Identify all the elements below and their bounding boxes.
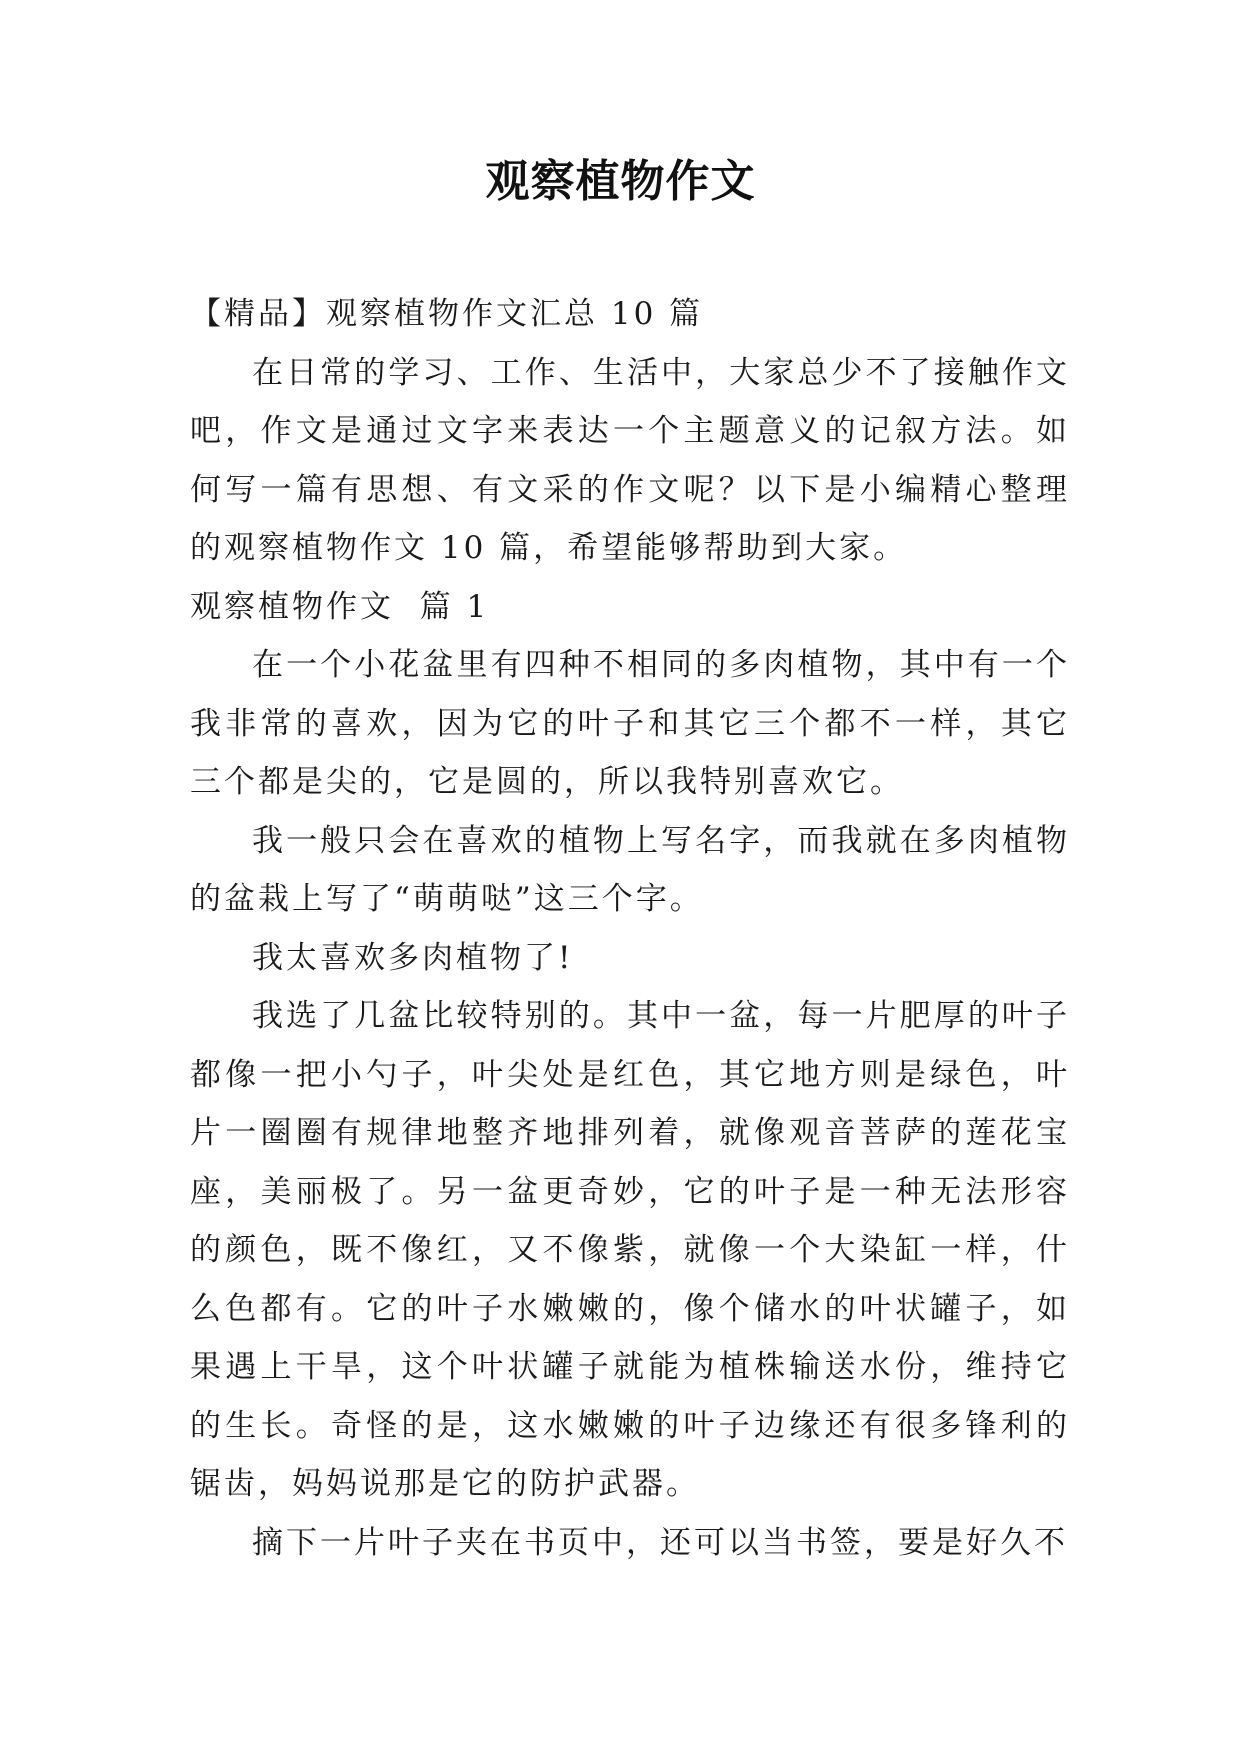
body-paragraph-4: 我选了几盆比较特别的。其中一盆，每一片肥厚的叶子都像一把小勺子，叶尖处是红色，其它地方则是绿色，叶片一圈圈有规律地整齐地排列着，就像观音菩萨的莲花宝座，美丽极了。另一盆更奇妙，它的叶子是一种无法形容的颜色，既不像红，又不像紫，就像一个大染缸一样，什么色都有。它的叶子水嫩嫩的，像个储水的叶状罐子，如果遇上干旱，这个叶状罐子就能为植株输送水份，维持它的生长。奇怪的是，这水嫩嫩的叶子边缘还有很多锋利的锯齿，妈妈说那是它的防护武器。 — [190, 998, 1070, 1502]
body-paragraph-5: 摘下一片叶子夹在书页中，还可以当书签，要是好久不 — [252, 1524, 1068, 1561]
intro-paragraph: 在日常的学习、工作、生活中，大家总少不了接触作文吧，作文是通过文字来表达一个主题意义的记叙方法。如何写一篇有思想、有文采的作文呢？以下是小编精心整理的观察植物作文 10 篇，希望能够帮助到大家。 — [190, 354, 1070, 566]
body-paragraph-3: 我太喜欢多肉植物了! — [252, 939, 574, 976]
document-body — [190, 285, 1070, 1572]
body-paragraph-1: 在一个小花盆里有四种不相同的多肉植物，其中有一个我非常的喜欢，因为它的叶子和其它三个都不一样，其它三个都是尖的，它是圆的，所以我特别喜欢它。 — [190, 647, 1070, 800]
document-title: 观察植物作文 — [485, 156, 756, 207]
body-paragraph-2: 我一般只会在喜欢的植物上写名字，而我就在多肉植物的盆栽上写了“萌萌哒”这三个字。 — [190, 822, 1070, 917]
section-heading: 观察植物作文 篇 1 — [190, 588, 490, 625]
document-subtitle: 【精品】观察植物作文汇总 10 篇 — [190, 296, 704, 332]
